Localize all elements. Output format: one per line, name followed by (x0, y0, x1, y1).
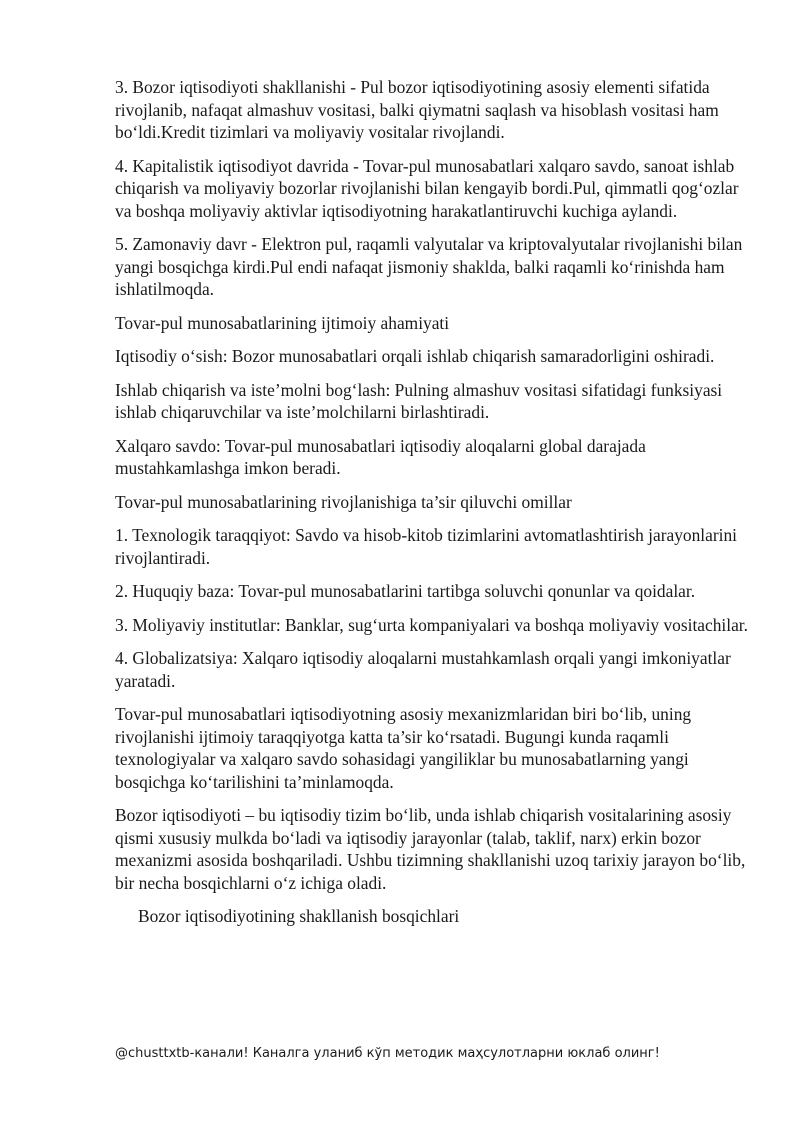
footer-channel-note: @chusttxtb-канали! Каналга уланиб кўп методик маҳсулотларни юклаб олинг! (115, 1046, 660, 1061)
paragraph-modern-era: 5. Zamonaviy davr - Elektron pul, raqamli valyutalar va kriptovalyutalar rivojlanishi bilan yangi bosqichga kirdi.Pul endi nafaqat jismoniy shaklda, balki raqamli ko‘rinishda ham ishlatilmoqda. (115, 234, 743, 299)
paragraph-market-economy-definition: Bozor iqtisodiyoti – bu iqtisodiy tizim bo‘lib, unda ishlab chiqarish vositalarining asosiy qismi xususiy mulkda bo‘ladi va iqtisodiy jarayonlar (talab, taklif, narx) erkin bozor mexanizmi asosida boshqariladi. Ushbu tizimning shakllanishi uzoq tarixiy jarayon bo‘lib, bir necha bosqichlarni o‘z ichiga oladi. (115, 805, 746, 893)
paragraph-international-trade: Xalqaro savdo: Tovar-pul munosabatlari iqtisodiy aloqalarni global darajada mustahkamlashga imkon beradi. (115, 435, 646, 478)
paragraph-capitalist-economy: 4. Kapitalistik iqtisodiyot davrida - Tovar-pul munosabatlari xalqaro savdo, sanoat ishlab chiqarish va moliyaviy bozorlar rivojlanishi bilan kengayib bordi.Pul, qimmatli qog‘ozlar va boshqa moliyaviy aktivlar iqtisodiyotning harakatlantiruvchi kuchiga aylandi. (115, 155, 739, 221)
paragraph-production-consumption: Ishlab chiqarish va iste’molni bog‘lash: Pulning almashuv vositasi sifatidagi funksiyasi ishlab chiqaruvchilar va iste’molchilarni birlashtiradi. (115, 379, 723, 422)
list-item-financial-institutions: 3. Moliyaviy institutlar: Banklar, sug‘urta kompaniyalari va boshqa moliyaviy vositachilar. (115, 614, 748, 635)
document-body (115, 76, 755, 939)
heading-development-factors: Tovar-pul munosabatlarining rivojlanishiga ta’sir qiluvchi omillar (115, 491, 572, 512)
paragraph-market-economy-formation: 3. Bozor iqtisodiyoti shakllanishi - Pul bozor iqtisodiyotining asosiy elementi sifatida rivojlanib, nafaqat almashuv vositasi, balki qiymatni saqlash va hisoblash vositasi ham bo‘ldi.Kredit tizimlari va moliyaviy vositalar rivojlandi. (115, 77, 719, 142)
heading-formation-stages: Bozor iqtisodiyotining shakllanish bosqichlari (138, 906, 460, 926)
list-item-legal-base: 2. Huquqiy baza: Tovar-pul munosabatlarini tartibga soluvchi qonunlar va qoidalar. (115, 581, 696, 601)
list-item-technological-progress: 1. Texnologik taraqqiyot: Savdo va hisob-kitob tizimlarini avtomatlashtirish jarayonlarini rivojlantiradi. (115, 525, 737, 568)
list-item-globalization: 4. Globalizatsiya: Xalqaro iqtisodiy aloqalarni mustahkamlash orqali yangi imkoniyatlar yaratadi. (115, 648, 731, 691)
paragraph-economic-growth: Iqtisodiy o‘sish: Bozor munosabatlari orqali ishlab chiqarish samaradorligini oshiradi. (115, 346, 715, 366)
paragraph-conclusion: Tovar-pul munosabatlari iqtisodiyotning asosiy mexanizmlaridan biri bo‘lib, uning rivojlanishi ijtimoiy taraqqiyotga katta ta’sir ko‘rsatadi. Bugungi kunda raqamli texnologiyalar va xalqaro savdo sohasidagi yangiliklar bu munosabatlarning yangi bosqichga ko‘tarilishini ta’minlamoqda. (115, 704, 692, 792)
heading-social-significance: Tovar-pul munosabatlarining ijtimoiy ahamiyati (115, 312, 450, 333)
